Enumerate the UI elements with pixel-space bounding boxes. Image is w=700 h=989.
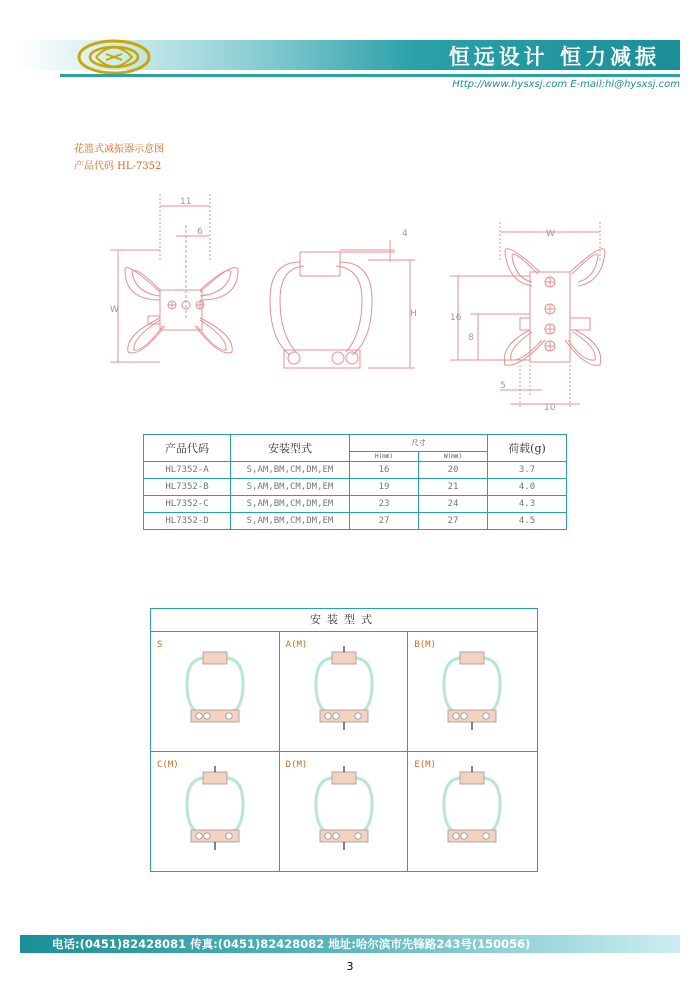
cell-install: S,AM,BM,CM,DM,EM [231, 479, 350, 496]
col-w: W(mm) [419, 452, 488, 462]
mount-cell [408, 752, 537, 872]
mounting-title: 安装型式 [151, 609, 537, 632]
mount-diagram-dm [308, 764, 380, 854]
mount-diagram-s [179, 644, 251, 734]
side-view-drawing [270, 240, 415, 368]
mount-diagram-cm [179, 764, 251, 854]
cell-h: 19 [350, 479, 419, 496]
mount-label: D(M) [285, 759, 308, 770]
table-row [144, 479, 567, 496]
mount-cell [151, 752, 280, 872]
mount-cell [151, 632, 280, 752]
header-title: 恒远设计 恒力减振 [448, 45, 660, 69]
top-view-drawing [450, 222, 605, 408]
mount-label: S [157, 640, 163, 650]
dim-4: 4 [402, 229, 408, 239]
mount-diagram-bm [436, 644, 508, 734]
cell-h: 27 [350, 513, 419, 530]
mount-cell [280, 632, 409, 752]
cell-install: S,AM,BM,CM,DM,EM [231, 462, 350, 479]
cell-w: 24 [419, 496, 488, 513]
mount-label: B(M) [414, 640, 437, 650]
front-view-drawing [110, 194, 238, 362]
mount-cell [280, 752, 409, 872]
dim-11: 11 [180, 197, 192, 207]
dim-w-left: W [110, 305, 119, 315]
cell-load: 4.0 [488, 479, 567, 496]
cell-h: 16 [350, 462, 419, 479]
header-contact: Http://www.hysxsj.com E-mail:hl@hysxsj.com [452, 79, 680, 90]
cell-code: HL7352-C [144, 496, 231, 513]
technical-drawing [0, 0, 700, 420]
cell-code: HL7352-B [144, 479, 231, 496]
cell-load: 4.3 [488, 496, 567, 513]
table-row [144, 513, 567, 530]
spec-table [143, 434, 567, 530]
col-load: 荷载(g) [488, 435, 567, 462]
dim-w-right: W [546, 229, 555, 239]
cell-load: 4.5 [488, 513, 567, 530]
cell-w: 27 [419, 513, 488, 530]
mount-diagram-am [308, 644, 380, 734]
cell-code: HL7352-A [144, 462, 231, 479]
mount-label: E(M) [414, 759, 437, 770]
table-row [144, 462, 567, 479]
dim-h: H [410, 309, 417, 319]
cell-code: HL7352-D [144, 513, 231, 530]
page-number: 3 [346, 960, 354, 973]
drawing-caption: 花篮式减振器示意图 [74, 144, 164, 155]
footer-contact-bar: 电话:(0451)82428081 传真:(0451)82428082 地址:哈尔滨市先锋路243号(150056) [20, 935, 680, 953]
cell-load: 3.7 [488, 462, 567, 479]
table-row [144, 496, 567, 513]
dim-5: 5 [500, 381, 506, 391]
cell-w: 21 [419, 479, 488, 496]
cell-h: 23 [350, 496, 419, 513]
mount-label: A(M) [285, 640, 308, 650]
dim-16: 16 [450, 313, 462, 323]
col-h: H(mm) [350, 452, 419, 462]
cell-w: 20 [419, 462, 488, 479]
mount-diagram-em [436, 764, 508, 854]
dim-6: 6 [197, 227, 203, 237]
dim-8: 8 [468, 333, 474, 343]
dim-10: 10 [544, 403, 556, 413]
mount-cell [408, 632, 537, 752]
cell-install: S,AM,BM,CM,DM,EM [231, 496, 350, 513]
mounting-types-panel [150, 608, 538, 872]
product-code: 产品代码 HL-7352 [74, 161, 162, 172]
col-install: 安装型式 [231, 435, 350, 462]
col-size: 尺寸 [350, 435, 488, 452]
col-code: 产品代码 [144, 435, 231, 462]
cell-install: S,AM,BM,CM,DM,EM [231, 513, 350, 530]
mount-label: C(M) [157, 759, 179, 770]
